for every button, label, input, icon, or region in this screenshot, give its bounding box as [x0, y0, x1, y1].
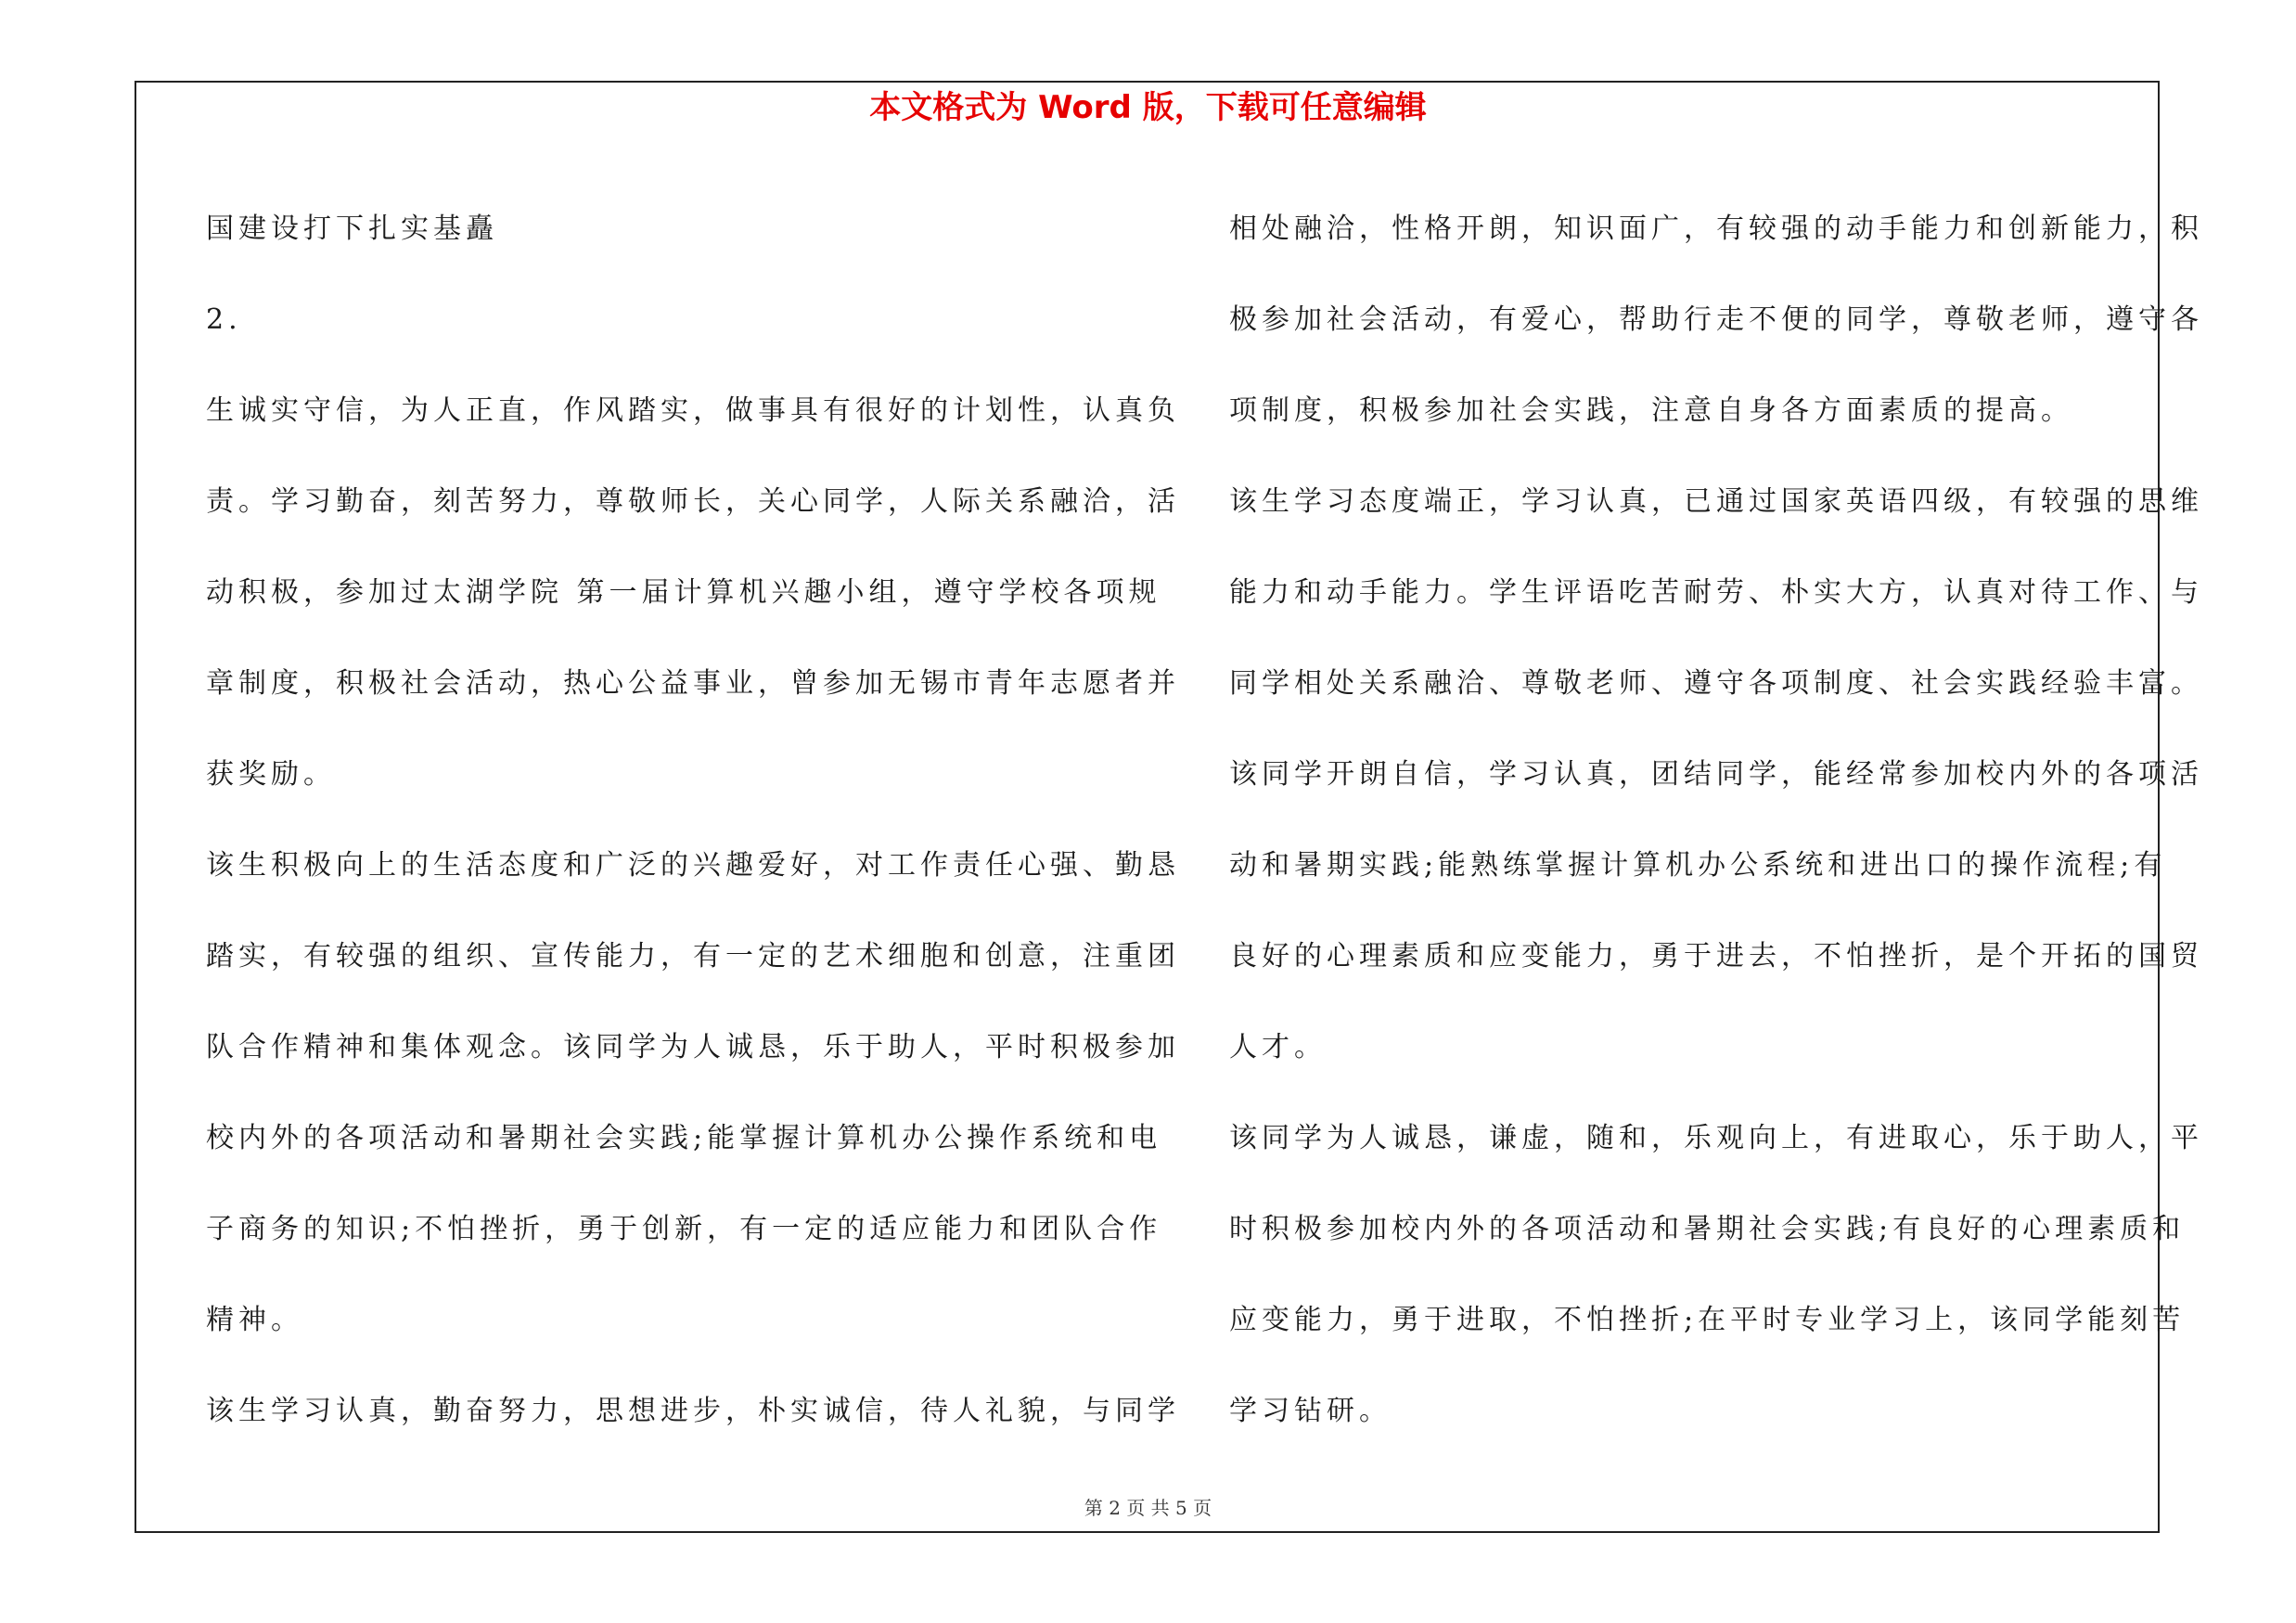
text-line: 章制度，积极社会活动，热心公益事业，曾参加无锡市青年志愿者并 — [206, 667, 1180, 700]
text-line: 队合作精神和集体观念。该同学为人诚恳，乐于助人，平时积极参加 — [206, 1031, 1180, 1063]
text-line: 人才。 — [1229, 1031, 1327, 1063]
text-line: 子商务的知识;不怕挫折，勇于创新，有一定的适应能力和团队合作 — [206, 1213, 1162, 1245]
text-line: 精神。 — [206, 1304, 303, 1336]
page-number-footer: 第 2 页 共 5 页 — [1084, 1497, 1212, 1519]
text-line: 应变能力，勇于进取，不怕挫折;在平时专业学习上，该同学能刻苦 — [1229, 1304, 2186, 1336]
text-line: 国建设打下扎实基矗 — [206, 213, 498, 245]
right-column — [1229, 184, 2203, 1457]
text-line: 同学相处关系融洽、尊敬老师、遵守各项制度、社会实践经验丰富。 — [1229, 667, 2203, 700]
text-line: 时积极参加校内外的各项活动和暑期社会实践;有良好的心理素质和 — [1229, 1213, 2186, 1245]
text-line: 生诚实守信，为人正直，作风踏实，做事具有很好的计划性，认真负 — [206, 394, 1180, 427]
text-line: 2. — [206, 303, 242, 336]
text-line: 责。学习勤奋，刻苦努力，尊敬师长，关心同学，人际关系融洽，活 — [206, 485, 1180, 518]
text-line: 获奖励。 — [206, 758, 336, 791]
format-banner: 本文格式为 Word 版，下载可任意编辑 — [869, 89, 1427, 126]
text-line: 能力和动手能力。学生评语吃苦耐劳、朴实大方，认真对待工作、与 — [1229, 576, 2203, 609]
text-line: 该生学习态度端正，学习认真，已通过国家英语四级，有较强的思维 — [1229, 485, 2203, 518]
text-line: 相处融洽，性格开朗，知识面广，有较强的动手能力和创新能力，积 — [1229, 213, 2203, 245]
text-line: 良好的心理素质和应变能力，勇于进去，不怕挫折，是个开拓的国贸 — [1229, 940, 2203, 973]
text-line: 动积极，参加过太湖学院 第一届计算机兴趣小组，遵守学校各项规 — [206, 576, 1161, 609]
text-line: 学习钻研。 — [1229, 1395, 1392, 1427]
text-line: 校内外的各项活动和暑期社会实践;能掌握计算机办公操作系统和电 — [206, 1122, 1162, 1154]
text-line: 极参加社会活动，有爱心，帮助行走不便的同学，尊敬老师，遵守各 — [1229, 303, 2203, 336]
text-line: 动和暑期实践;能熟练掌握计算机办公系统和进出口的操作流程;有 — [1229, 849, 2167, 882]
text-line: 该生学习认真，勤奋努力，思想进步，朴实诚信，待人礼貌，与同学 — [206, 1395, 1180, 1427]
left-column — [206, 184, 1180, 1457]
text-line: 项制度，积极参加社会实践，注意自身各方面素质的提高。 — [1229, 394, 2073, 427]
text-line: 该生积极向上的生活态度和广泛的兴趣爱好，对工作责任心强、勤恳 — [206, 849, 1180, 882]
text-line: 该同学为人诚恳，谦虚，随和，乐观向上，有进取心，乐于助人，平 — [1229, 1122, 2203, 1154]
text-line: 踏实，有较强的组织、宣传能力，有一定的艺术细胞和创意，注重团 — [206, 940, 1180, 973]
text-line: 该同学开朗自信，学习认真，团结同学，能经常参加校内外的各项活 — [1229, 758, 2203, 791]
